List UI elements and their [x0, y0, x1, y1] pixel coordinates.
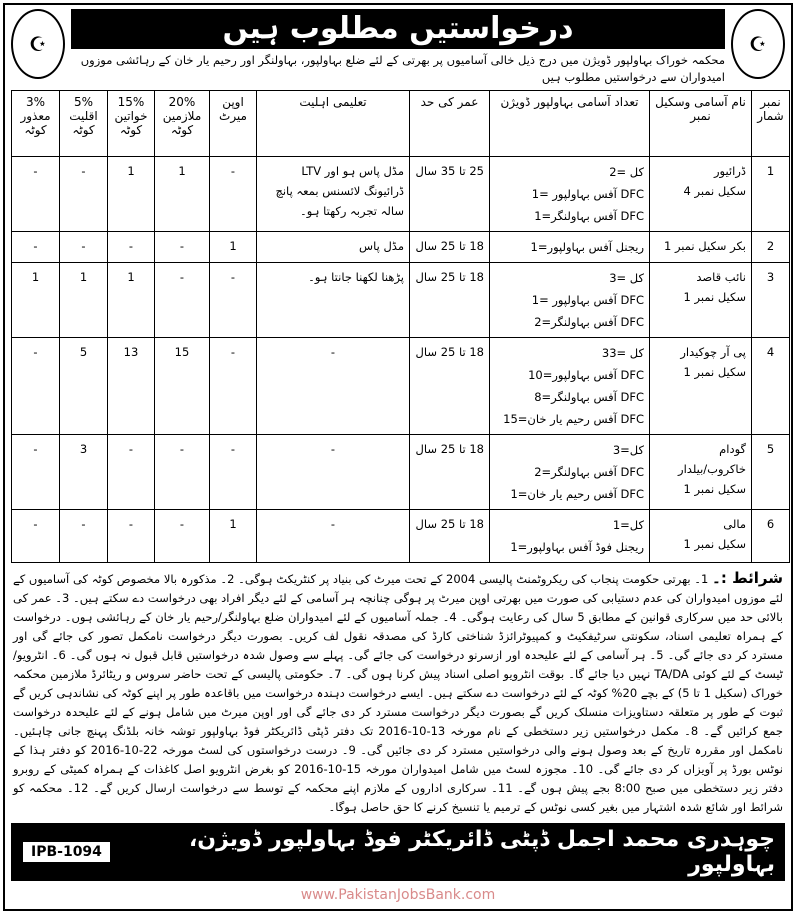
cell-q15: -	[108, 232, 155, 263]
cell-q20: -	[155, 510, 210, 563]
cell-post: مالی سکیل نمبر 1	[650, 510, 752, 563]
cell-q3: -	[12, 157, 60, 232]
watermark: www.PakistanJobsBank.com	[300, 887, 496, 903]
cell-q3: 1	[12, 263, 60, 338]
footer	[11, 823, 785, 881]
ad-reference: IPB-1094	[21, 840, 112, 864]
intro-text: محکمہ خوراک بہاولپور ڈویژن میں درج ذیل خالی آسامیوں پر بھرتی کے لئے ضلع بہاولپور، بہاولنگر اور رحیم یار خان کے رہائشی موزوں امیدواران سے درخواستیں مطلوب ہیں	[80, 53, 725, 84]
cell-no: 4	[752, 338, 790, 435]
cell-count: کل =2 DFC آفس بہاولپور =1 DFC آفس بہاولنگر=1	[490, 157, 650, 232]
page-title: درخواستیں مطلوب ہیں	[71, 9, 725, 49]
column-header: تعلیمی اہلیت	[257, 91, 410, 157]
column-header: تعداد آسامی بہاولپور ڈویژن	[490, 91, 650, 157]
table-row	[12, 157, 790, 232]
cell-edu: -	[257, 338, 410, 435]
cell-edu: مڈل پاس ہو اور LTV ڈرائیونگ لائسنس بمعہ پانچ سالہ تجربہ رکھتا ہو۔	[257, 157, 410, 232]
cell-no: 6	[752, 510, 790, 563]
cell-q20: 15	[155, 338, 210, 435]
cell-age: 18 تا 25 سال	[410, 510, 490, 563]
cell-edu: پڑھنا لکھنا جانتا ہو۔	[257, 263, 410, 338]
column-header: اوپن میرٹ	[210, 91, 257, 157]
cell-edu: مڈل پاس	[257, 232, 410, 263]
column-header: نام آسامی وسکیل نمبر	[650, 91, 752, 157]
column-header: نمبر شمار	[752, 91, 790, 157]
cell-q15: 13	[108, 338, 155, 435]
cell-no: 3	[752, 263, 790, 338]
cell-open: -	[210, 263, 257, 338]
cell-count: ریجنل آفس بہاولپور=1	[490, 232, 650, 263]
column-header: 3% معذور کوٹہ	[12, 91, 60, 157]
cell-age: 18 تا 25 سال	[410, 435, 490, 510]
cell-open: -	[210, 338, 257, 435]
table-row	[12, 263, 790, 338]
cell-age: 18 تا 25 سال	[410, 338, 490, 435]
cell-no: 1	[752, 157, 790, 232]
cell-q3: -	[12, 435, 60, 510]
cell-no: 2	[752, 232, 790, 263]
conditions	[11, 567, 785, 819]
vacancies-table	[11, 90, 790, 563]
cell-q5: -	[60, 510, 108, 563]
cell-post: پی آر چوکیدار سکیل نمبر 1	[650, 338, 752, 435]
cell-q20: -	[155, 263, 210, 338]
cell-open: -	[210, 435, 257, 510]
cell-edu: -	[257, 510, 410, 563]
cell-q15: -	[108, 510, 155, 563]
cell-q5: 3	[60, 435, 108, 510]
cell-open: 1	[210, 510, 257, 563]
cell-q3: -	[12, 510, 60, 563]
cell-post: نائب قاصد سکیل نمبر 1	[650, 263, 752, 338]
table-row	[12, 435, 790, 510]
cell-post: گودام خاکروب/بیلدار سکیل نمبر 1	[650, 435, 752, 510]
cell-post: بکر سکیل نمبر 1	[650, 232, 752, 263]
cell-count: کل =33 DFC آفس بہاولپور=10 DFC آفس بہاولنگر=8 DFC آفس رحیم یار خان=15	[490, 338, 650, 435]
column-header: 20% ملازمین کوٹہ	[155, 91, 210, 157]
cell-q15: -	[108, 435, 155, 510]
table-row	[12, 232, 790, 263]
cell-age: 18 تا 25 سال	[410, 232, 490, 263]
cell-open: 1	[210, 232, 257, 263]
cell-edu: -	[257, 435, 410, 510]
cell-q3: -	[12, 338, 60, 435]
cell-q5: -	[60, 232, 108, 263]
cell-q3: -	[12, 232, 60, 263]
column-header: عمر کی حد	[410, 91, 490, 157]
cell-q15: 1	[108, 157, 155, 232]
cell-count: کل =3 DFC آفس بہاولپور =1 DFC آفس بہاولنگر=2	[490, 263, 650, 338]
conditions-label: شرائط :۔	[712, 569, 784, 587]
cell-q20: 1	[155, 157, 210, 232]
cell-age: 25 تا 35 سال	[410, 157, 490, 232]
header	[11, 9, 785, 86]
signatory: چوہدری محمد اجمل ڈپٹی ڈائریکٹر فوڈ بہاولپور ڈویژن، بہاولپور	[188, 827, 775, 877]
table-row	[12, 510, 790, 563]
punjab-logo-right: ☪	[731, 9, 785, 79]
column-header: 5% اقلیت کوٹہ	[60, 91, 108, 157]
cell-q20: -	[155, 435, 210, 510]
conditions-text: 1۔ بھرتی حکومت پنجاب کی ریکروٹمنٹ پالیسی 2004 کے تحت میرٹ کی بنیاد پر کنٹریکٹ ہوگی۔ 2۔ مذکورہ بالا مخصوص کوٹہ کی آسامیوں کے لئے موزوں امیدواران کی عدم دستیابی کی صورت میں بھرتی اوپن میرٹ پر ہوگی چنانچہ ہر آسامی کے لئے دیگر افراد بھی درخواست دے سکتے ہیں۔ 3۔ عمر کی بالائی حد میں سرکاری قوانین کے مطابق 5 سال کی رعایت ہوگی۔ 4۔ جملہ آسامیوں کے لئے امیدواران ضلع بہاولنگر/رحیم یار خان کے رہائشی ہوں۔ درخواست کے ہمراہ تعلیمی اسناد، سکونتی سرٹیفکیٹ و کمپیوٹرائزڈ شناختی کارڈ کی مصدقہ نقول لف کریں۔ بصورت دیگر درخواست نامکمل تصور کی جائے گی اور مسترد کر دی جائے گی۔ 5۔ ہر آسامی کے لئے علیحدہ اور ازسرنو درخواست کی جائے گی۔ پہلے سے وصول شدہ درخواستیں قابل قبول نہ ہوں گی۔ 6۔ انٹرویو/ٹیسٹ کے لئے کوئی TA/DA نہیں دیا جائے گا۔ بوقت انٹرویو اصلی اسناد پیش کرنا ہوں گی۔ 7۔ حکومتی پالیسی کے تحت حاضر سروس و ریٹائرڈ ملازمین محکمہ خوراک (سکیل 1 تا 5) کے بچے 20% کوٹہ کے لئے درخواست دے سکتے ہیں۔ ایسے درخواست دہندہ درخواست میں باقاعدہ طور پر اپنے کوٹہ کی نشاندہی کریں گے ثبوت کے طور پر متعلقہ دستاویزات منسلک کریں گے بصورت دیگر درخواست مسترد کر دی جائے گی اور اوپن میرٹ میں شامل ہونے کے لئے علیحدہ درخواست جمع کرائیں گے۔ 8۔ مکمل درخواستیں زیر دستخطی کے نام مورخہ 13-10-2016 تک دفتر ڈپٹی ڈائریکٹر فوڈ بہاولپور توشہ خانہ بلڈنگ پہنچ جانی چاہئیں۔ نامکمل اور مقررہ تاریخ کے بعد وصول ہونے والی درخواستیں مسترد کر دی جائیں گی۔ 9۔ درست درخواستوں کی لسٹ مورخہ 22-10-2016 کو دفتر ہذا کے نوٹس بورڈ پر آویزاں کر دی جائے گی۔ 10۔ مجوزہ لسٹ میں شامل امیدواران مورخہ 15-10-2016 کو بغرض انٹرویو اصل کاغذات کے ہمراہ کمیٹی کے روبرو دفتر زیر دستخطی میں صبح 8:00 بجے پیش ہوں گے۔ 11۔ سرکاری اداروں کے ملازم اپنے محکمہ کے توسط سے درخواست ارسال کریں گے۔ 12۔ محکمہ کو شرائط اور شائع شدہ اشتہار میں بغیر کسی نوٹس کے ترمیم یا تنسیخ کرنے کا حق حاصل ہوگا۔	[13, 572, 784, 814]
cell-q15: 1	[108, 263, 155, 338]
advertisement-frame	[3, 3, 793, 911]
cell-open: -	[210, 157, 257, 232]
cell-count: کل=3 DFC آفس بہاولنگر=2 DFC آفس رحیم یار خان=1	[490, 435, 650, 510]
cell-no: 5	[752, 435, 790, 510]
cell-post: ڈرائیور سکیل نمبر 4	[650, 157, 752, 232]
cell-q20: -	[155, 232, 210, 263]
cell-q5: -	[60, 157, 108, 232]
cell-q5: 1	[60, 263, 108, 338]
cell-age: 18 تا 25 سال	[410, 263, 490, 338]
column-header: 15% خواتین کوٹہ	[108, 91, 155, 157]
cell-count: کل=1 ریجنل فوڈ آفس بہاولپور=1	[490, 510, 650, 563]
punjab-logo-left: ☪	[11, 9, 65, 79]
table-row	[12, 338, 790, 435]
cell-q5: 5	[60, 338, 108, 435]
